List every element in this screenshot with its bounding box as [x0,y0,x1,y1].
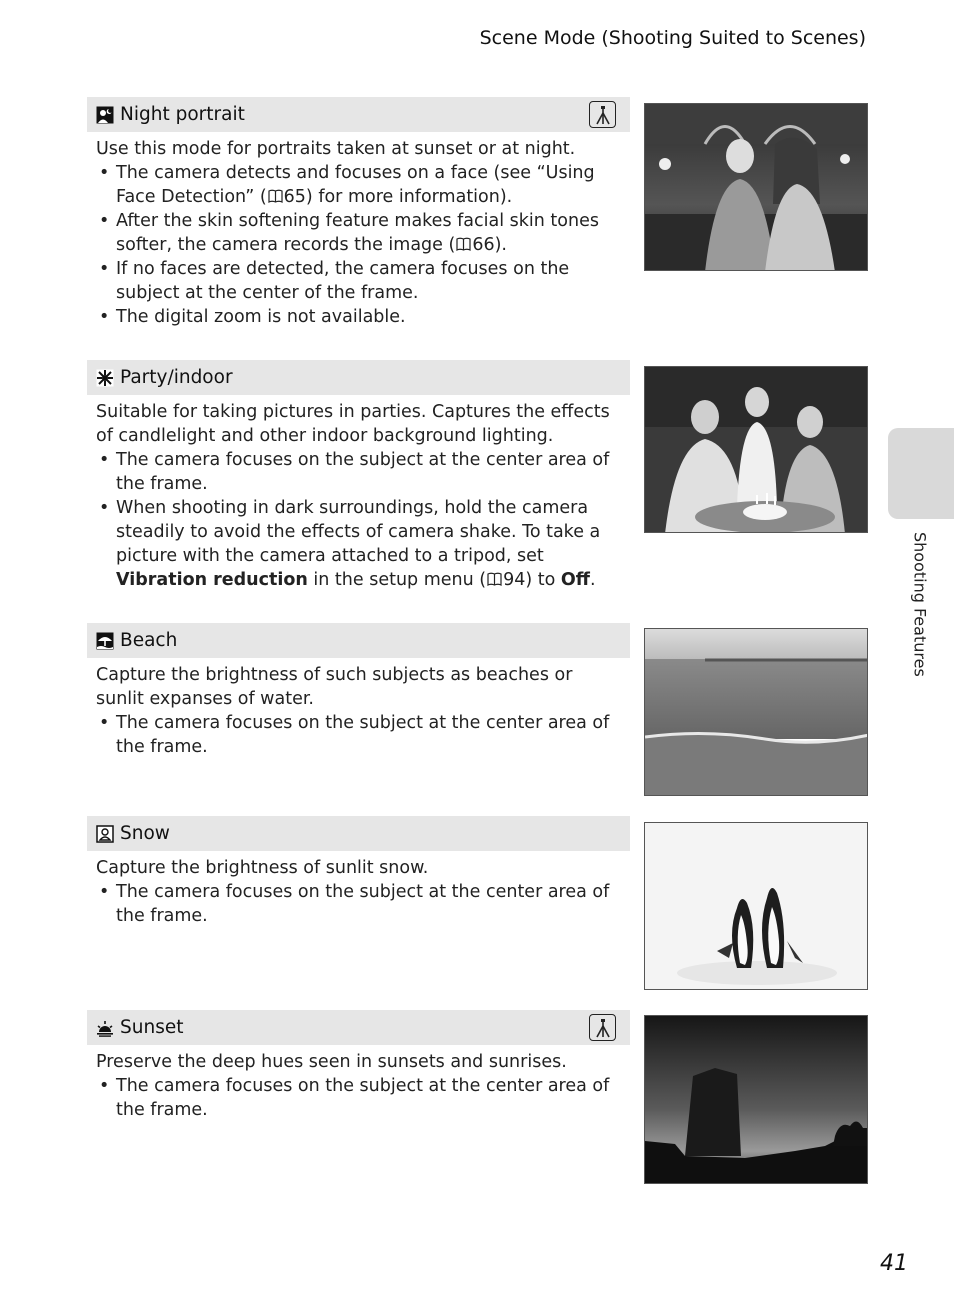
page-number: 41 [880,1251,908,1276]
snow-icon [96,825,114,843]
section-party-indoor [87,360,630,592]
section-heading [87,97,630,132]
section-body [87,1045,630,1122]
list-item: • The camera focuses on the subject at the center area of the frame. [96,1074,620,1122]
section-intro: Preserve the deep hues seen in sunsets and sunrises. [96,1052,567,1072]
list-item: • The camera detects and focuses on a face (see “Using Face Detection” ( 65) for more information). [96,161,620,209]
list-item: • If no faces are detected, the camera focuses on the subject at the center of the frame. [96,257,620,305]
tripod-icon [589,101,616,128]
section-heading [87,1010,630,1045]
night-portrait-icon [96,106,114,124]
snow-photo [644,822,868,990]
list-item: • The camera focuses on the subject at the center area of the frame. [96,448,620,496]
list-item: • After the skin softening feature makes facial skin tones softer, the camera records the image ( 66). [96,209,620,257]
section-body [87,132,630,329]
night-portrait-photo [644,103,868,271]
chapter-label: Shooting Features [910,532,930,677]
section-beach [87,623,630,759]
section-intro: Capture the brightness of such subjects as beaches or sunlit expanses of water. [96,665,573,709]
section-sunset [87,1010,630,1122]
section-title: Snow [120,823,170,844]
list-item: • The camera focuses on the subject at the center area of the frame. [96,711,620,759]
party-indoor-icon [96,369,114,387]
chapter-tab [888,428,954,519]
book-reference-icon [268,186,283,200]
section-heading [87,816,630,851]
beach-photo [644,628,868,796]
section-heading [87,360,630,395]
sunset-photo [644,1015,868,1184]
party-indoor-photo [644,366,868,533]
book-reference-icon [456,234,471,248]
section-intro: Capture the brightness of sunlit snow. [96,858,429,878]
book-reference-icon [487,569,502,583]
section-title: Beach [120,630,178,651]
section-body [87,851,630,928]
sunset-icon [96,1019,114,1037]
section-body [87,658,630,759]
beach-icon [96,632,114,650]
section-body [87,395,630,592]
section-intro: Suitable for taking pictures in parties. Captures the effects of candlelight and other indoor background lighting. [96,402,610,446]
list-item: • When shooting in dark surroundings, hold the camera steadily to avoid the effects of camera shake. To take a picture with the camera attached to a tripod, set Vibration reduction in the setup menu ( 94) to Off. [96,496,620,592]
list-item: • The digital zoom is not available. [96,305,620,329]
section-title: Party/indoor [120,367,233,388]
page-header: Scene Mode (Shooting Suited to Scenes) [479,27,866,49]
tripod-icon [589,1014,616,1041]
section-title: Night portrait [120,104,245,125]
list-item: • The camera focuses on the subject at the center area of the frame. [96,880,620,928]
section-title: Sunset [120,1017,184,1038]
section-night-portrait [87,97,630,329]
section-heading [87,623,630,658]
section-snow [87,816,630,928]
section-intro: Use this mode for portraits taken at sunset or at night. [96,139,576,159]
